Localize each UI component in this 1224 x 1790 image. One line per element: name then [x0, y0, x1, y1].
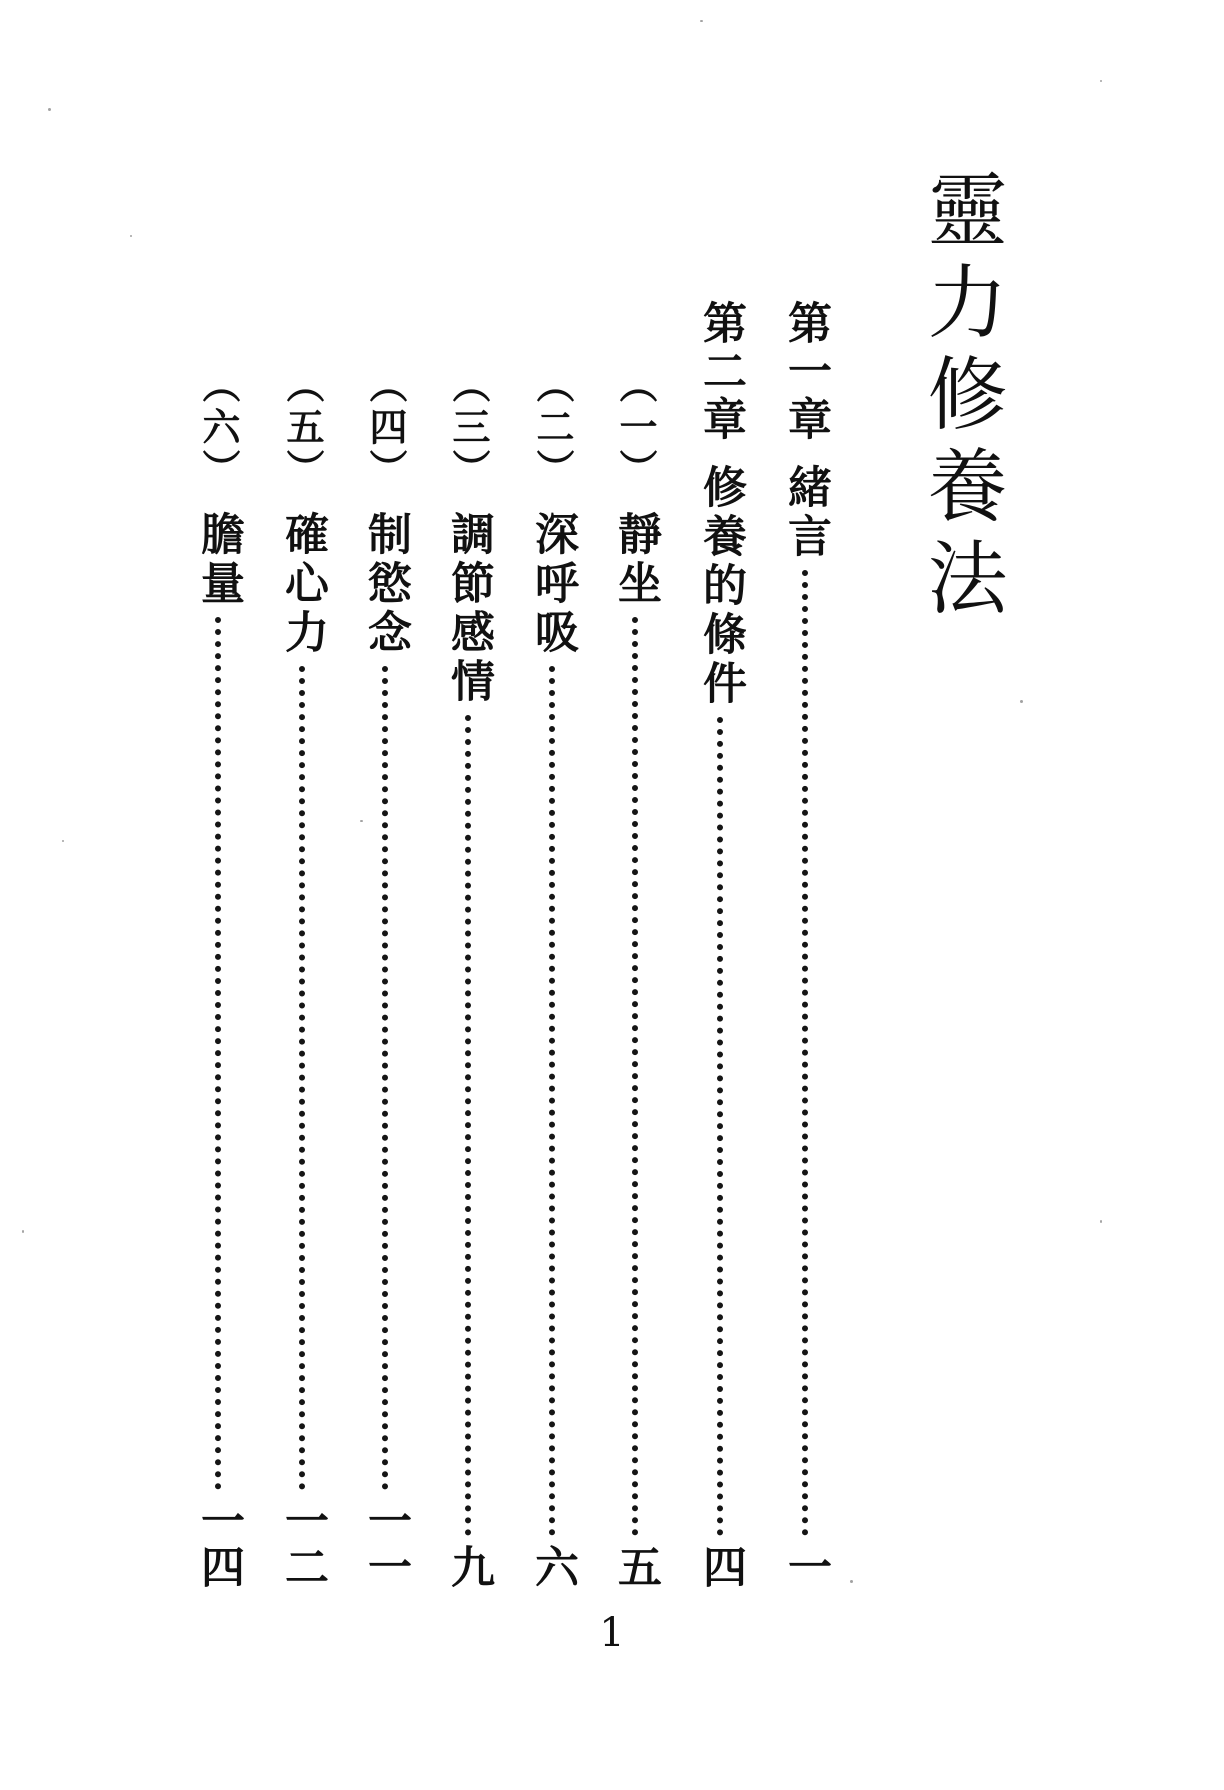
toc-entry-title: 靜坐 [610, 511, 661, 609]
dot-leader [465, 715, 471, 1536]
toc-entry-page: 六 [527, 1544, 578, 1590]
scan-speckle [700, 20, 703, 22]
toc-entry-number: （四） [363, 365, 408, 491]
toc-entry-page: 四 [695, 1544, 746, 1590]
toc-entry-title: 緒言 [780, 464, 831, 562]
dot-leader [632, 617, 638, 1536]
toc-entry-section-3 [438, 365, 498, 1590]
toc-entry-section-2 [522, 365, 582, 1590]
toc-entry-title: 深呼吸 [527, 511, 578, 658]
toc-entry-number: （五） [280, 365, 325, 491]
dot-leader [802, 570, 808, 1536]
toc-entry-title: 調節感情 [443, 511, 494, 707]
toc-entry-number: （二） [530, 365, 575, 491]
scan-speckle [1100, 80, 1102, 82]
toc-entry-number: （三） [446, 365, 491, 491]
toc-entry-section-4 [355, 365, 415, 1590]
toc-entry-number: 第一章 [780, 300, 831, 444]
dot-leader [717, 717, 723, 1536]
toc-entry-section-5 [272, 365, 332, 1590]
toc-entry-page: 一四 [193, 1498, 244, 1590]
scan-speckle [360, 820, 363, 822]
scan-speckle [130, 235, 132, 237]
page-number: 1 [599, 1610, 625, 1656]
toc-entry-title: 制慾念 [360, 511, 411, 658]
toc-entry-number: （一） [613, 365, 658, 491]
toc-entry-title: 修養的條件 [695, 464, 746, 709]
scan-speckle [1100, 1220, 1102, 1223]
toc-entry-chapter-2 [690, 300, 750, 1590]
toc-entry-section-6 [188, 365, 248, 1590]
toc-entry-number: （六） [196, 365, 241, 491]
toc-entry-page: 九 [443, 1544, 494, 1590]
dot-leader [549, 666, 555, 1536]
scan-speckle [850, 1580, 853, 1583]
scan-speckle [1020, 700, 1023, 703]
dot-leader [382, 666, 388, 1490]
scan-speckle [22, 1230, 24, 1233]
toc-entry-chapter-1 [775, 300, 835, 1590]
book-title-column [900, 168, 1020, 628]
toc-entry-page: 五 [610, 1544, 661, 1590]
toc-entry-number: 第二章 [695, 300, 746, 444]
toc-entry-page: 一一 [360, 1498, 411, 1590]
toc-entry-title: 確心力 [277, 511, 328, 658]
toc-entry-title: 膽量 [193, 511, 244, 609]
toc-entry-page: 一二 [277, 1498, 328, 1590]
scan-speckle [62, 840, 64, 842]
book-title: 靈力修養法 [914, 168, 1007, 628]
scan-speckle [48, 108, 51, 111]
dot-leader [299, 666, 305, 1490]
toc-entry-page: 一 [780, 1544, 831, 1590]
toc-entry-section-1 [605, 365, 665, 1590]
dot-leader [215, 617, 221, 1490]
